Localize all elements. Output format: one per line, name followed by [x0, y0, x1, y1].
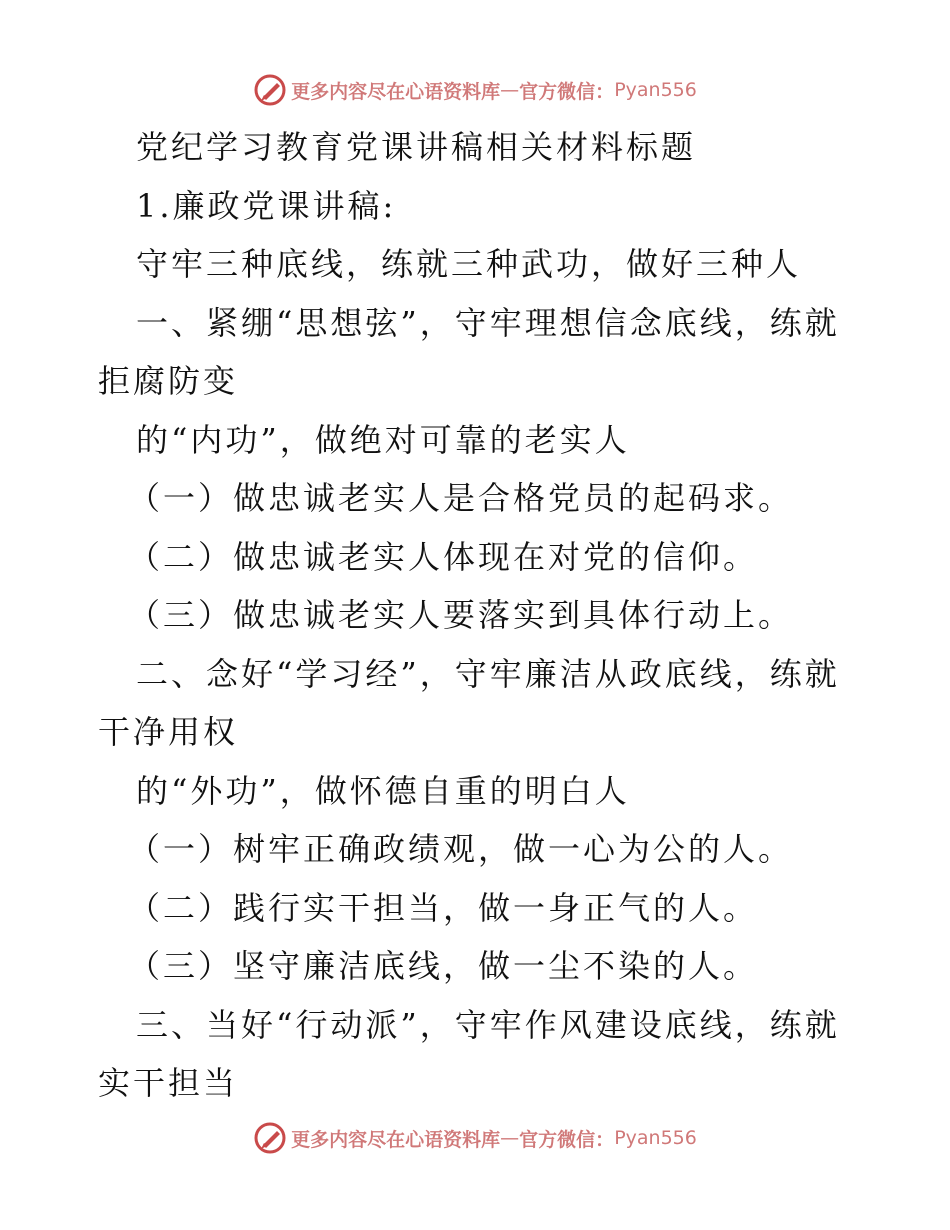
part-two-subheading: 的“外功”，做怀德自重的明白人 — [136, 771, 630, 810]
part-one-item-2: （二）做忠诚老实人体现在对党的信仰。 — [128, 537, 759, 576]
header-watermark — [0, 70, 950, 110]
part-one-item-3: （三）做忠诚老实人要落实到具体行动上。 — [128, 596, 794, 634]
watermark-site-name: 更多内容尽在心语资料库 — [291, 1128, 501, 1151]
part-two-heading-cont: 干净用权 — [98, 713, 239, 751]
footer-watermark — [0, 1118, 950, 1158]
part-one-heading: 一、紧绷“思想弦”，守牢理想信念底线，练就 — [136, 303, 840, 342]
part-three-heading: 三、当好“行动派”，守牢作风建设底线，练就 — [136, 1005, 840, 1044]
watermark-separator: — — [500, 1127, 520, 1149]
part-two-item-2: （二）践行实干担当，做一身正气的人。 — [128, 888, 759, 927]
part-two-item-1: （一）树牢正确政绩观，做一心为公的人。 — [128, 830, 794, 868]
part-one-subheading: 的“内功”，做绝对可靠的老实人 — [136, 420, 630, 459]
subtitle-line: 守牢三种底线，练就三种武功，做好三种人 — [136, 245, 802, 283]
part-two-heading: 二、念好“学习经”，守牢廉洁从政底线，练就 — [136, 654, 840, 693]
part-two-item-3: （三）坚守廉洁底线，做一尘不染的人。 — [128, 947, 759, 985]
watermark-site-name: 更多内容尽在心语资料库 — [291, 80, 501, 103]
watermark-account: Pyan556 — [614, 79, 697, 101]
watermark-official-label: 官方微信： — [519, 80, 615, 103]
document-body — [98, 118, 858, 1113]
watermark-official-label: 官方微信： — [519, 1128, 615, 1151]
document-title: 党纪学习教育党课讲稿相关材料标题 — [136, 128, 697, 166]
watermark-separator: — — [500, 79, 520, 101]
part-one-heading-cont: 拒腐防变 — [98, 362, 239, 400]
section-heading: 1.廉政党课讲稿: — [136, 186, 397, 225]
part-one-item-1: （一）做忠诚老实人是合格党员的起码求。 — [128, 479, 794, 517]
brand-logo-icon — [253, 73, 287, 107]
part-three-heading-cont: 实干担当 — [98, 1064, 239, 1102]
brand-logo-icon — [253, 1121, 287, 1155]
watermark-account: Pyan556 — [614, 1127, 697, 1149]
